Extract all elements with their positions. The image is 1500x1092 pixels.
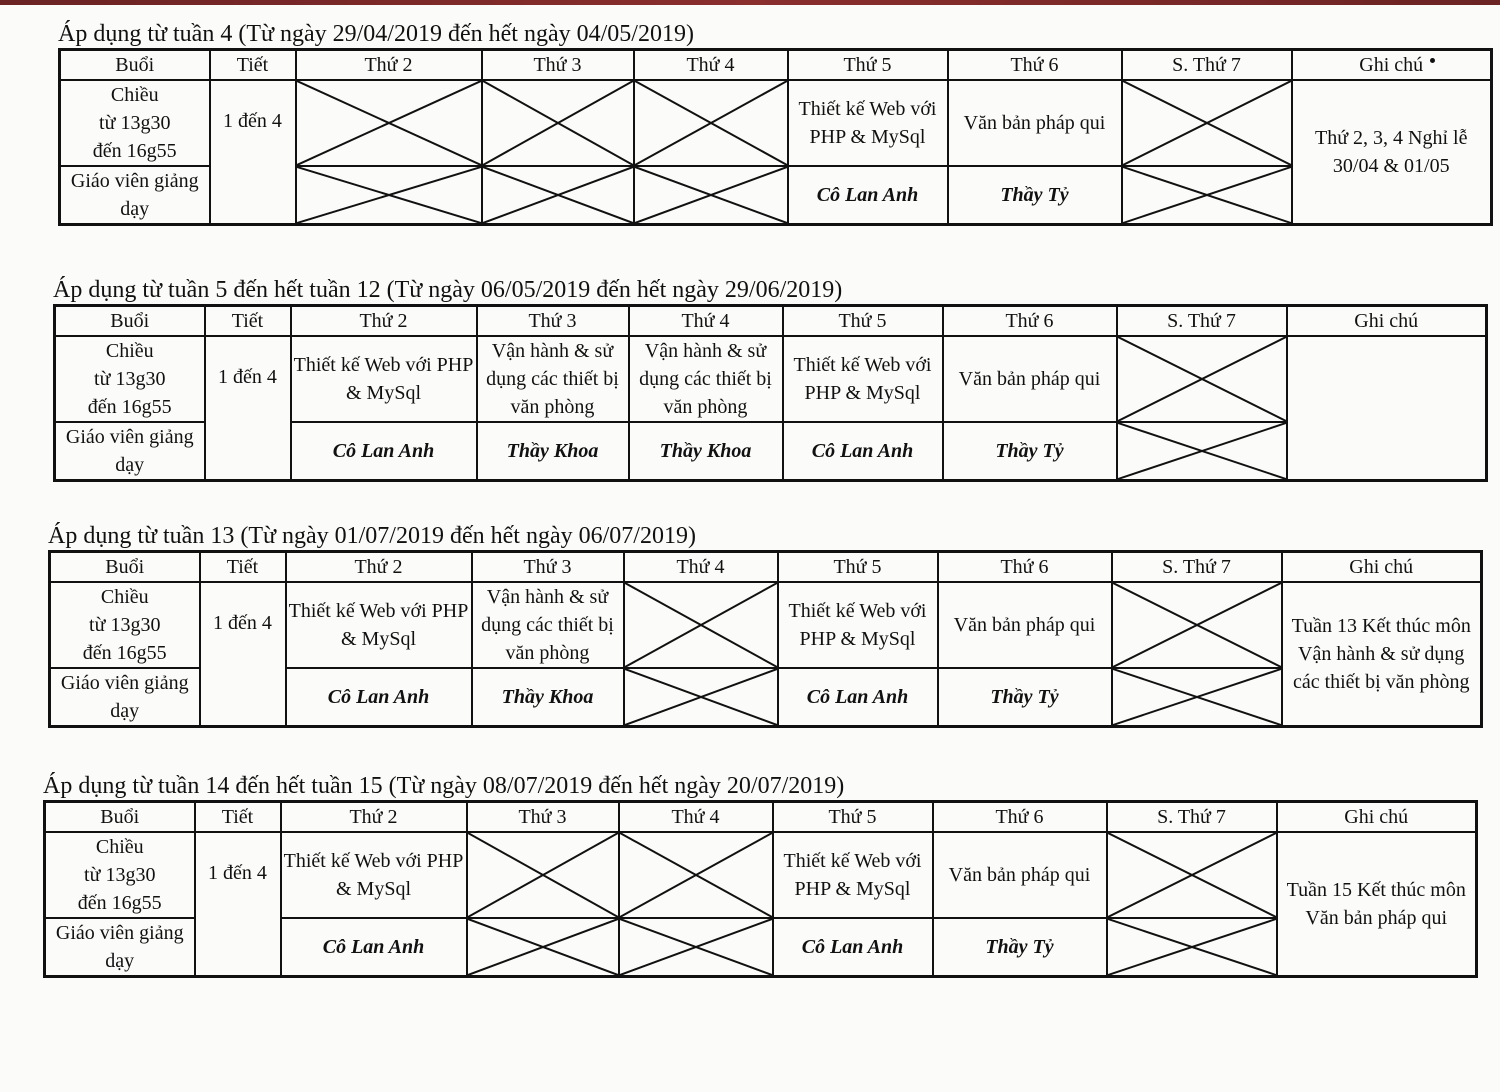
column-header: Tiết	[195, 802, 281, 833]
cross-mark-icon	[625, 669, 777, 725]
header-row	[60, 50, 1492, 81]
subject-cell: Thiết kế Web với PHP & MySql	[773, 832, 933, 918]
empty-teacher-crossed	[467, 918, 619, 977]
empty-teacher-crossed	[482, 166, 634, 225]
teacher-cell: Cô Lan Anh	[783, 422, 943, 481]
empty-slot-crossed	[1122, 80, 1292, 166]
column-header: S. Thứ 7	[1112, 552, 1282, 583]
column-header: Buổi	[50, 552, 200, 583]
column-header: Thứ 4	[634, 50, 788, 81]
empty-slot-crossed	[634, 80, 788, 166]
column-header: Thứ 4	[629, 306, 783, 337]
teacher-cell: Thầy Khoa	[477, 422, 629, 481]
empty-slot-crossed	[296, 80, 482, 166]
cross-mark-icon	[625, 583, 777, 667]
cross-mark-icon	[297, 81, 481, 165]
column-header: Thứ 6	[938, 552, 1112, 583]
column-header: Thứ 3	[472, 552, 624, 583]
column-header: Ghi chú	[1292, 50, 1492, 81]
column-header: Thứ 6	[948, 50, 1122, 81]
cross-mark-icon	[635, 167, 787, 223]
session-line: Chiều	[105, 340, 154, 362]
schedule-table	[43, 800, 1478, 978]
block-title: Áp dụng từ tuần 13 (Từ ngày 01/07/2019 đến hết ngày 06/07/2019)	[48, 523, 696, 549]
session-line: từ 13g30	[94, 368, 166, 390]
cross-mark-icon	[1113, 583, 1281, 667]
session-line: Chiều	[95, 836, 144, 858]
cross-mark-icon	[620, 919, 772, 975]
empty-slot-crossed	[619, 832, 773, 918]
session-cell	[60, 80, 210, 166]
session-line: từ 13g30	[84, 864, 156, 886]
teacher-cell: Thầy Khoa	[472, 668, 624, 727]
empty-teacher-crossed	[296, 166, 482, 225]
column-header: Buổi	[55, 306, 205, 337]
session-cell	[45, 832, 195, 918]
period-cell	[210, 80, 296, 225]
empty-slot-crossed	[1107, 832, 1277, 918]
top-edge-strip	[0, 0, 1500, 5]
block-title: Áp dụng từ tuần 5 đến hết tuần 12 (Từ ngày 06/05/2019 đến hết ngày 29/06/2019)	[53, 277, 843, 303]
column-header: Buổi	[45, 802, 195, 833]
column-header: Thứ 4	[619, 802, 773, 833]
subject-cell: Thiết kế Web với PHP & MySql	[788, 80, 948, 166]
block-title: Áp dụng từ tuần 4 (Từ ngày 29/04/2019 đến hết ngày 04/05/2019)	[58, 21, 694, 47]
subject-cell: Vận hành & sử dụng các thiết bị văn phòng	[629, 336, 783, 422]
subject-row	[60, 80, 1492, 166]
cross-mark-icon	[483, 167, 633, 223]
schedule-table	[48, 550, 1483, 728]
empty-teacher-crossed	[1122, 166, 1292, 225]
empty-teacher-crossed	[1117, 422, 1287, 481]
period-label: 1 đến 4	[213, 612, 272, 634]
schedule-table	[53, 304, 1488, 482]
note-cell: Thứ 2, 3, 4 Nghỉ lễ 30/04 & 01/05	[1292, 80, 1492, 225]
teacher-cell: Thầy Tỷ	[933, 918, 1107, 977]
column-header: Thứ 6	[943, 306, 1117, 337]
column-header: Thứ 4	[624, 552, 778, 583]
teacher-row-label: Giáo viên giảng dạy	[45, 918, 195, 977]
header-row	[50, 552, 1482, 583]
schedule-block	[43, 772, 1475, 978]
cross-mark-icon	[483, 81, 633, 165]
cross-mark-icon	[1123, 167, 1291, 223]
period-label: 1 đến 4	[223, 110, 282, 132]
column-header: Thứ 2	[291, 306, 477, 337]
cross-mark-icon	[1118, 337, 1286, 421]
session-line: đến 16g55	[87, 396, 172, 418]
empty-slot-crossed	[1112, 582, 1282, 668]
session-line: đến 16g55	[92, 140, 177, 162]
column-header: Thứ 3	[482, 50, 634, 81]
cross-mark-icon	[1113, 669, 1281, 725]
column-header: Thứ 2	[281, 802, 467, 833]
session-cell	[55, 336, 205, 422]
teacher-row-label: Giáo viên giảng dạy	[60, 166, 210, 225]
teacher-cell: Cô Lan Anh	[291, 422, 477, 481]
column-header: Thứ 3	[467, 802, 619, 833]
column-header: Tiết	[205, 306, 291, 337]
teacher-cell: Cô Lan Anh	[778, 668, 938, 727]
column-header: Thứ 6	[933, 802, 1107, 833]
session-cell	[50, 582, 200, 668]
header-row	[45, 802, 1477, 833]
cross-mark-icon	[1118, 423, 1286, 479]
subject-cell: Thiết kế Web với PHP & MySql	[281, 832, 467, 918]
cross-mark-icon	[297, 167, 481, 223]
teacher-cell: Thầy Tỷ	[943, 422, 1117, 481]
column-header: Tiết	[210, 50, 296, 81]
column-header: Thứ 2	[286, 552, 472, 583]
teacher-cell: Cô Lan Anh	[281, 918, 467, 977]
empty-slot-crossed	[624, 582, 778, 668]
empty-slot-crossed	[1117, 336, 1287, 422]
column-header: S. Thứ 7	[1107, 802, 1277, 833]
subject-cell: Thiết kế Web với PHP & MySql	[783, 336, 943, 422]
session-line: Chiều	[100, 586, 149, 608]
period-label: 1 đến 4	[208, 862, 267, 884]
column-header: Ghi chú	[1287, 306, 1487, 337]
subject-row	[55, 336, 1487, 422]
column-header: Ghi chú	[1282, 552, 1482, 583]
column-header: Thứ 5	[788, 50, 948, 81]
column-header: Thứ 5	[773, 802, 933, 833]
column-header: Thứ 2	[296, 50, 482, 81]
subject-cell: Thiết kế Web với PHP & MySql	[291, 336, 477, 422]
cross-mark-icon	[1123, 81, 1291, 165]
empty-teacher-crossed	[634, 166, 788, 225]
teacher-cell: Cô Lan Anh	[773, 918, 933, 977]
column-header: Thứ 5	[778, 552, 938, 583]
schedule-table	[58, 48, 1493, 226]
session-line: đến 16g55	[82, 642, 167, 664]
empty-teacher-crossed	[619, 918, 773, 977]
column-header: Thứ 5	[783, 306, 943, 337]
period-cell	[200, 582, 286, 727]
period-label: 1 đến 4	[218, 366, 277, 388]
subject-cell: Văn bản pháp qui	[948, 80, 1122, 166]
teacher-cell: Thầy Tỷ	[948, 166, 1122, 225]
note-cell	[1287, 336, 1487, 481]
period-cell	[205, 336, 291, 481]
subject-cell: Văn bản pháp qui	[933, 832, 1107, 918]
column-header: Thứ 3	[477, 306, 629, 337]
cross-mark-icon	[468, 919, 618, 975]
schedule-block	[48, 522, 1480, 728]
teacher-row-label: Giáo viên giảng dạy	[55, 422, 205, 481]
note-cell: Tuần 15 Kết thúc môn Văn bản pháp qui	[1277, 832, 1477, 977]
empty-teacher-crossed	[1107, 918, 1277, 977]
teacher-cell: Cô Lan Anh	[788, 166, 948, 225]
header-row	[55, 306, 1487, 337]
column-header: S. Thứ 7	[1117, 306, 1287, 337]
subject-row	[45, 832, 1477, 918]
session-line: Chiều	[110, 84, 159, 106]
subject-row	[50, 582, 1482, 668]
column-header: Tiết	[200, 552, 286, 583]
teacher-cell: Thầy Tỷ	[938, 668, 1112, 727]
teacher-row-label: Giáo viên giảng dạy	[50, 668, 200, 727]
period-cell	[195, 832, 281, 977]
column-header: Buổi	[60, 50, 210, 81]
subject-cell: Văn bản pháp qui	[943, 336, 1117, 422]
empty-slot-crossed	[467, 832, 619, 918]
empty-teacher-crossed	[1112, 668, 1282, 727]
empty-slot-crossed	[482, 80, 634, 166]
cross-mark-icon	[1108, 833, 1276, 917]
schedule-block	[53, 276, 1485, 482]
note-cell: Tuần 13 Kết thúc môn Vận hành & sử dụng các thiết bị văn phòng	[1282, 582, 1482, 727]
block-title: Áp dụng từ tuần 14 đến hết tuần 15 (Từ ngày 08/07/2019 đến hết ngày 20/07/2019)	[43, 773, 845, 799]
teacher-cell: Cô Lan Anh	[286, 668, 472, 727]
cross-mark-icon	[620, 833, 772, 917]
column-header: S. Thứ 7	[1122, 50, 1292, 81]
session-line: từ 13g30	[89, 614, 161, 636]
schedule-block	[58, 20, 1490, 226]
subject-cell: Vận hành & sử dụng các thiết bị văn phòng	[472, 582, 624, 668]
column-header: Ghi chú	[1277, 802, 1477, 833]
teacher-cell: Thầy Khoa	[629, 422, 783, 481]
subject-cell: Thiết kế Web với PHP & MySql	[778, 582, 938, 668]
cross-mark-icon	[1108, 919, 1276, 975]
cross-mark-icon	[468, 833, 618, 917]
subject-cell: Thiết kế Web với PHP & MySql	[286, 582, 472, 668]
subject-cell: Văn bản pháp qui	[938, 582, 1112, 668]
subject-cell: Vận hành & sử dụng các thiết bị văn phòng	[477, 336, 629, 422]
empty-teacher-crossed	[624, 668, 778, 727]
session-line: từ 13g30	[99, 112, 171, 134]
session-line: đến 16g55	[77, 892, 162, 914]
cross-mark-icon	[635, 81, 787, 165]
